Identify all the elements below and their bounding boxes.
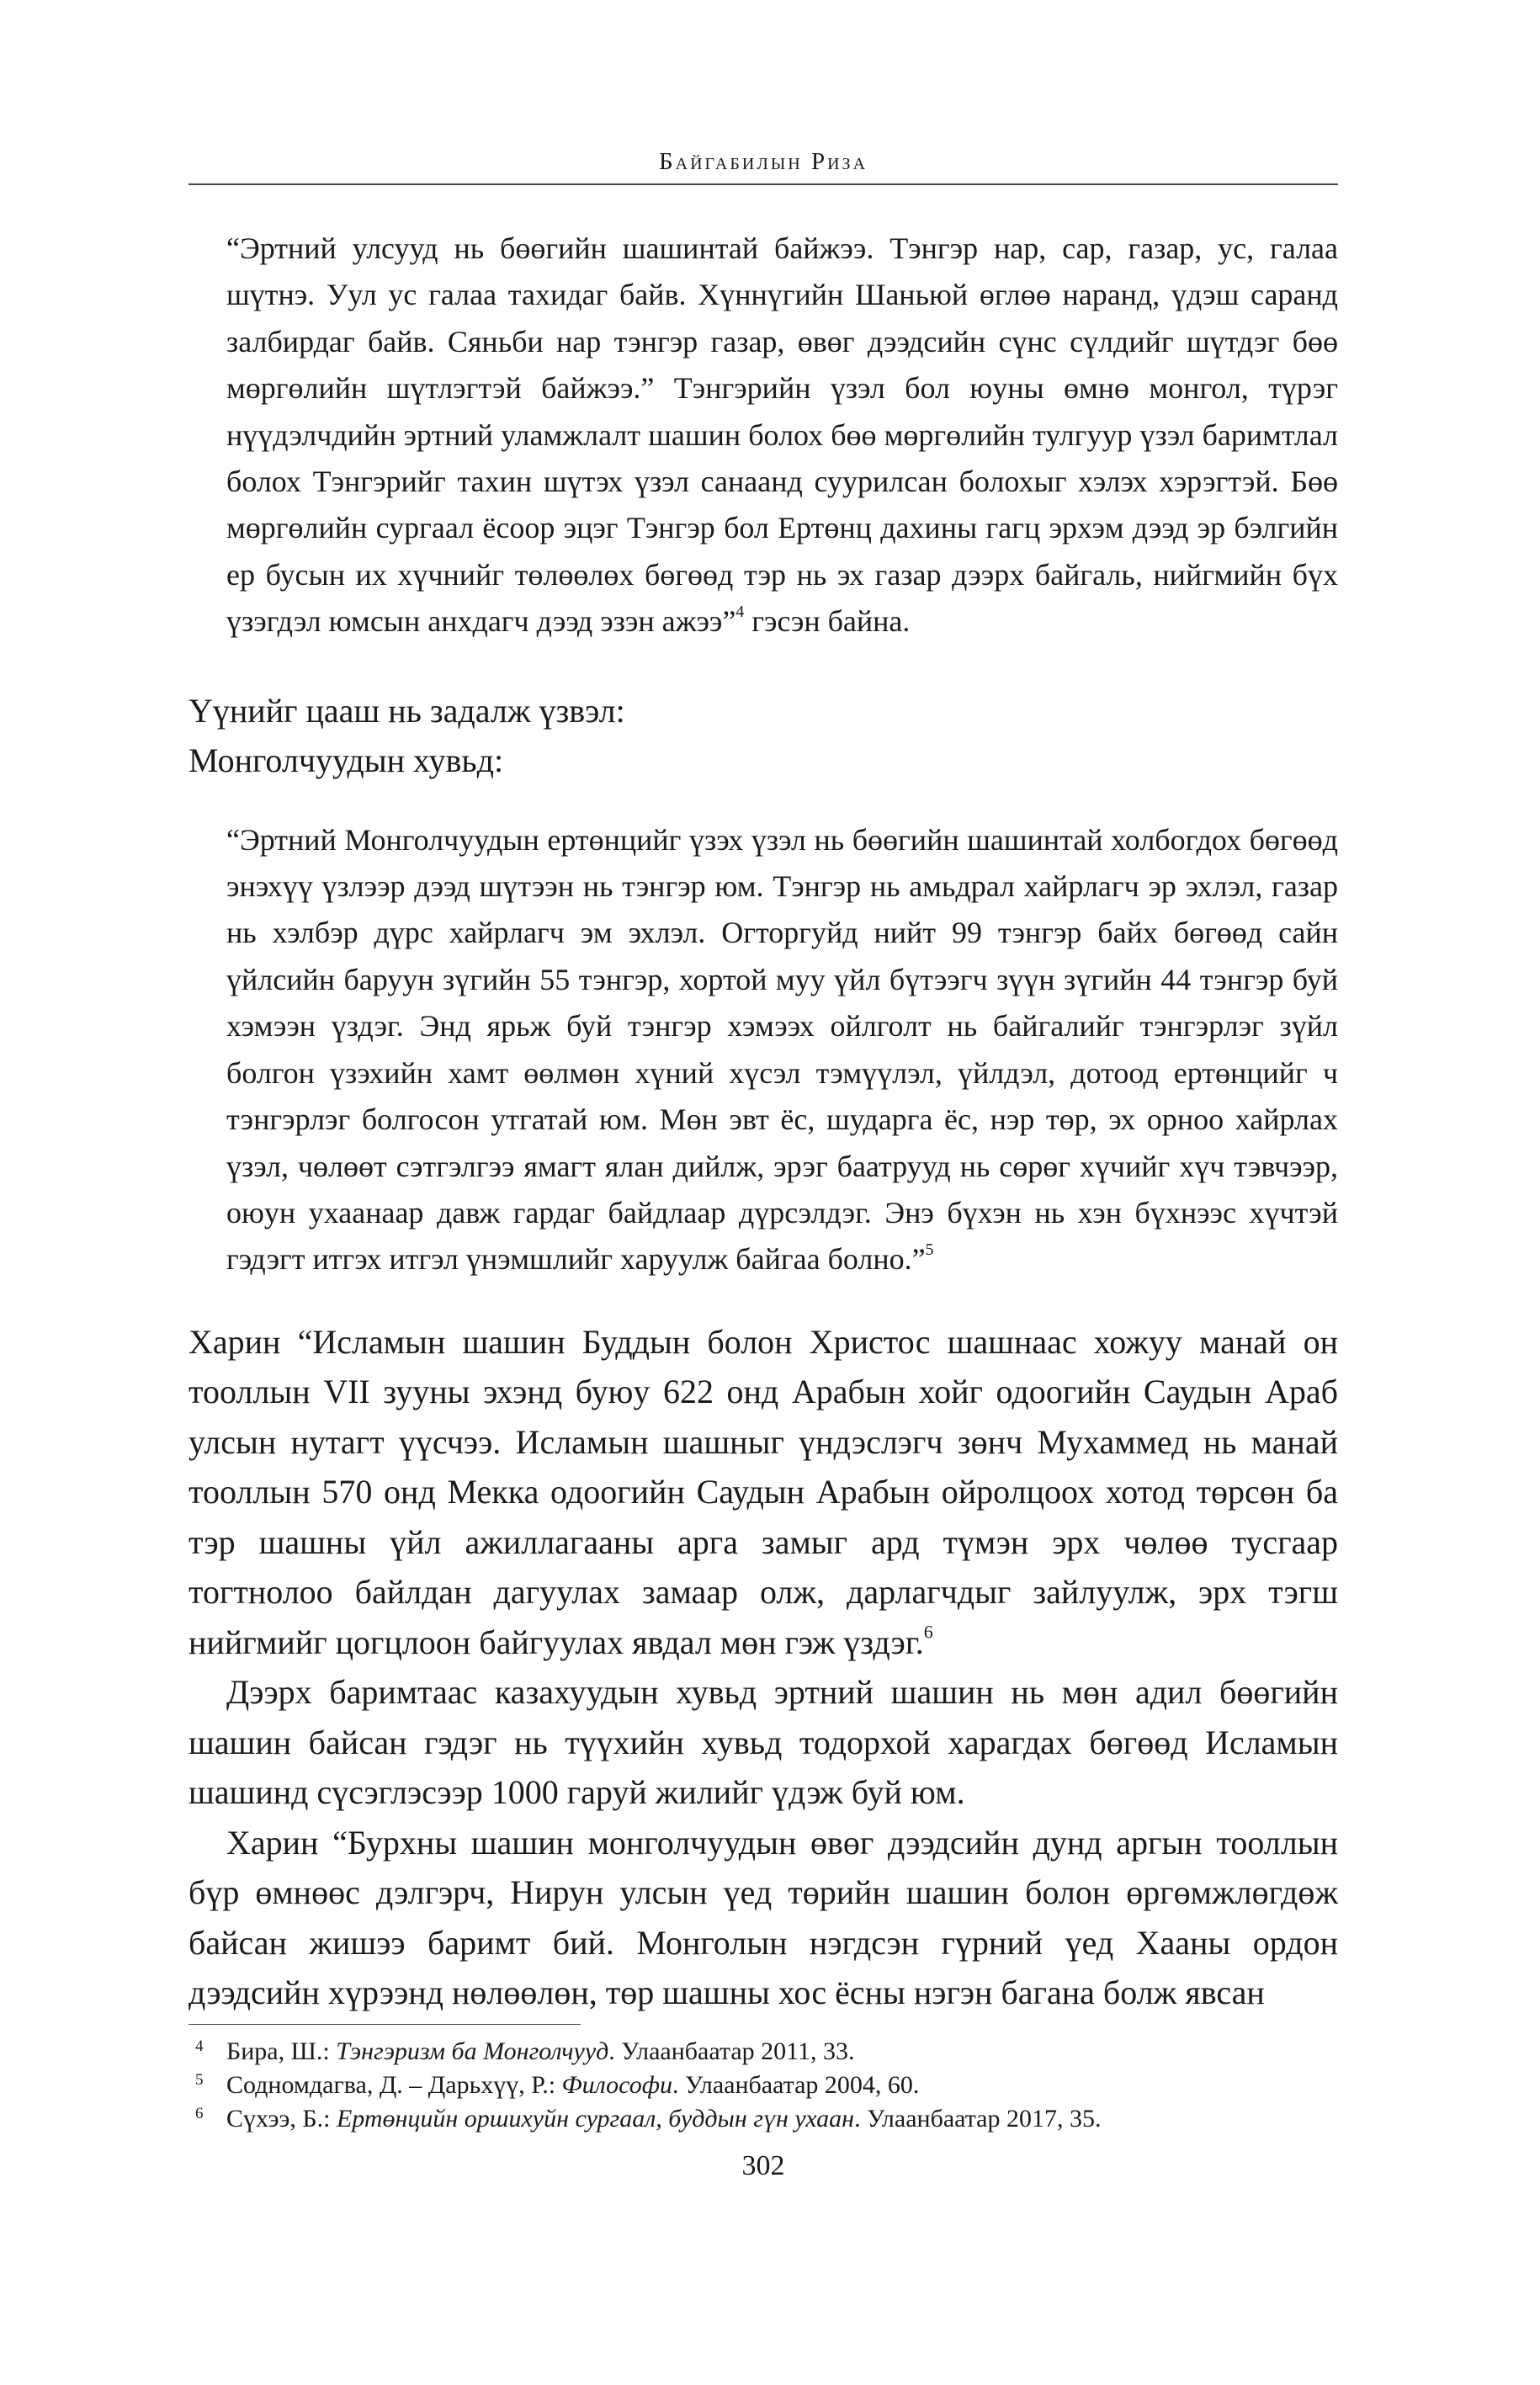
footnote-rule (189, 2024, 581, 2025)
footnote-author: Сүхээ, Б.: (226, 2105, 337, 2133)
intro-line-1: Үүнийг цааш нь задалж үзвэл: (189, 691, 625, 730)
block-quote-2 (226, 817, 1338, 1283)
footnote-author: Содномдагва, Д. – Дарьхүү, Р.: (226, 2071, 562, 2099)
footnote-imprint: . Улаанбаатар 2011, 33. (608, 2037, 855, 2065)
quote-1-text: “Эртний улсууд нь бөөгийн шашинтай байжээ. Тэнгэр нар, сар, газар, ус, галаа шүтнэ. Уул ус галаа тахидаг байв. Хүннүгийн Шаньюй өглөө наранд, үдэш саранд залбирдаг байв. Сяньби нар тэнгэр газар, өвөг дээдсийн сүнс сүлдийг шүтдэг бөө мөргөлийн шүтлэгтэй байжээ.” Тэнгэрийн үзэл бол юуны өмнө монгол, түрэг нүүдэлчдийн эртний уламжлалт шашин болох бөө мөргөлийн тулгуур үзэл баримтлал болох Тэнгэрийг тахин шүтэх үзэл санаанд суурилсан болохыг хэлэх хэрэгтэй. Бөө мөргөлийн сургаал ёсоор эцэг Тэнгэр бол Ертөнц дахины гагц эрхэм дээд эр бэлгийн ер бусын их хүчнийг төлөөлөх бөгөөд тэр нь эх газар дээрх байгаль, нийгмийн бүх үзэгдэл юмсын анхдагч дээд эзэн ажээ” (226, 231, 1338, 639)
running-header: Байгабилын Риза (658, 148, 868, 175)
footnote-ref-5[interactable]: 5 (925, 1240, 934, 1260)
intro-line-2: Монголчуудын хувьд: (189, 741, 504, 779)
body-paragraph-3: Харин “Бурхны шашин монголчуудын өвөг дээдсийн дунд аргын тооллын бүр өмнөөс дэлгэрч, Нирун улсын үед төрийн шашин болон өргөмжлөгдөж байсан жишээ баримт бий. Монголын нэгдсэн гүрний үед Хааны ордон дээдсийн хүрээнд нөлөөлөн, төр шашны хос ёсны нэгэн багана болж явсан (189, 1823, 1338, 2012)
footnote-ref-4[interactable]: 4 (735, 603, 745, 622)
quote-2-paragraph (226, 817, 1338, 1283)
footnote-title: Ертөнцийн оршихуйн сургаал, буддын гүн ухаан (336, 2105, 855, 2133)
footnote-number: 5 (195, 2071, 204, 2089)
page-number: 302 (741, 2150, 785, 2181)
footnote-number: 6 (195, 2105, 204, 2122)
header-rule (189, 183, 1338, 185)
block-quote-1 (226, 226, 1338, 645)
footnote-title: Тэнгэризм ба Монголчууд (336, 2037, 609, 2065)
body-paragraph-1-text: Харин “Исламын шашин Буддын болон Христос шашнаас хожуу манай он тооллын VII зууны эхэнд буюу 622 онд Арабын хойг одоогийн Саудын Араб улсын нутагт үүсчээ. Исламын шашныг үндэслэгч зөнч Мухаммед нь манай тооллын 570 онд Мекка одоогийн Саудын Арабын ойролцоох хотод төрсөн ба тэр шашны үйл ажиллагааны арга замыг ард түмэн эрх чөлөө тусгаар тогтнолоо байлдан дагуулах замаар олж, дарлагчдыг зайлуулж, эрх тэгш нийгмийг цогцлоон байгуулах явдал мөн гэж үздэг. (189, 1322, 1338, 1661)
quote-1-paragraph (226, 226, 1338, 645)
footnote-title: Философи (561, 2071, 672, 2099)
quote-1-tail: гэсэн байна. (744, 604, 911, 639)
footnote-ref-6[interactable]: 6 (923, 1621, 933, 1643)
footnote-imprint: . Улаанбаатар 2017, 35. (854, 2105, 1102, 2133)
footnote-6 (189, 2102, 1338, 2136)
footnote-4 (189, 2035, 1338, 2069)
body-paragraph-2: Дээрх баримтаас казахуудын хувьд эртний шашин нь мөн адил бөөгийн шашин байсан гэдэг нь түүхийн хувьд тодорхой харагдах бөгөөд Исламын шашинд сүсэглэсээр 1000 гаруй жилийг үдэж буй юм. (189, 1673, 1338, 1812)
quote-2-text: “Эртний Монголчуудын ертөнцийг үзэх үзэл нь бөөгийн шашинтай холбогдох бөгөөд энэхүү үзлээр дээд шүтээн нь тэнгэр юм. Тэнгэр нь амьдрал хайрлагч эр эхлэл, газар нь хэлбэр дүрс хайрлагч эм эхлэл. Огторгуйд нийт 99 тэнгэр байх бөгөөд сайн үйлсийн баруун зүгийн 55 тэнгэр, хортой муу үйл бүтээгч зүүн зүгийн 44 тэнгэр буй хэмээн үздэг. Энд ярьж буй тэнгэр хэмээх ойлголт нь байгалийг тэнгэрлэг зүйл болгон үзэхийн хамт өөлмөн хүний хүсэл тэмүүлэл, үйлдэл, дотоод ертөнцийг ч тэнгэрлэг болгосон утгатай юм. Мөн эвт ёс, шударга ёс, нэр төр, эх орноо хайрлах үзэл, чөлөөт сэтгэлгээ ямагт ялан дийлж, эрэг баатрууд нь сөрөг хүчийг хүч тэвчээр, оюун ухаанаар давж гардаг байдлаар дүрсэлдэг. Энэ бүхэн нь хэн бүхнээс хүчтэй гэдэгт итгэх итгэл үнэмшлийг харуулж байгаа болно.” (226, 822, 1338, 1277)
footnote-5 (189, 2069, 1338, 2102)
main-content (189, 226, 1338, 2018)
footnote-number: 4 (195, 2037, 204, 2055)
footnote-imprint: . Улаанбаатар 2004, 60. (672, 2071, 920, 2099)
body-paragraph-1 (189, 1317, 1338, 1668)
footnote-author: Бира, Ш.: (226, 2037, 337, 2065)
footnotes (189, 2035, 1338, 2136)
